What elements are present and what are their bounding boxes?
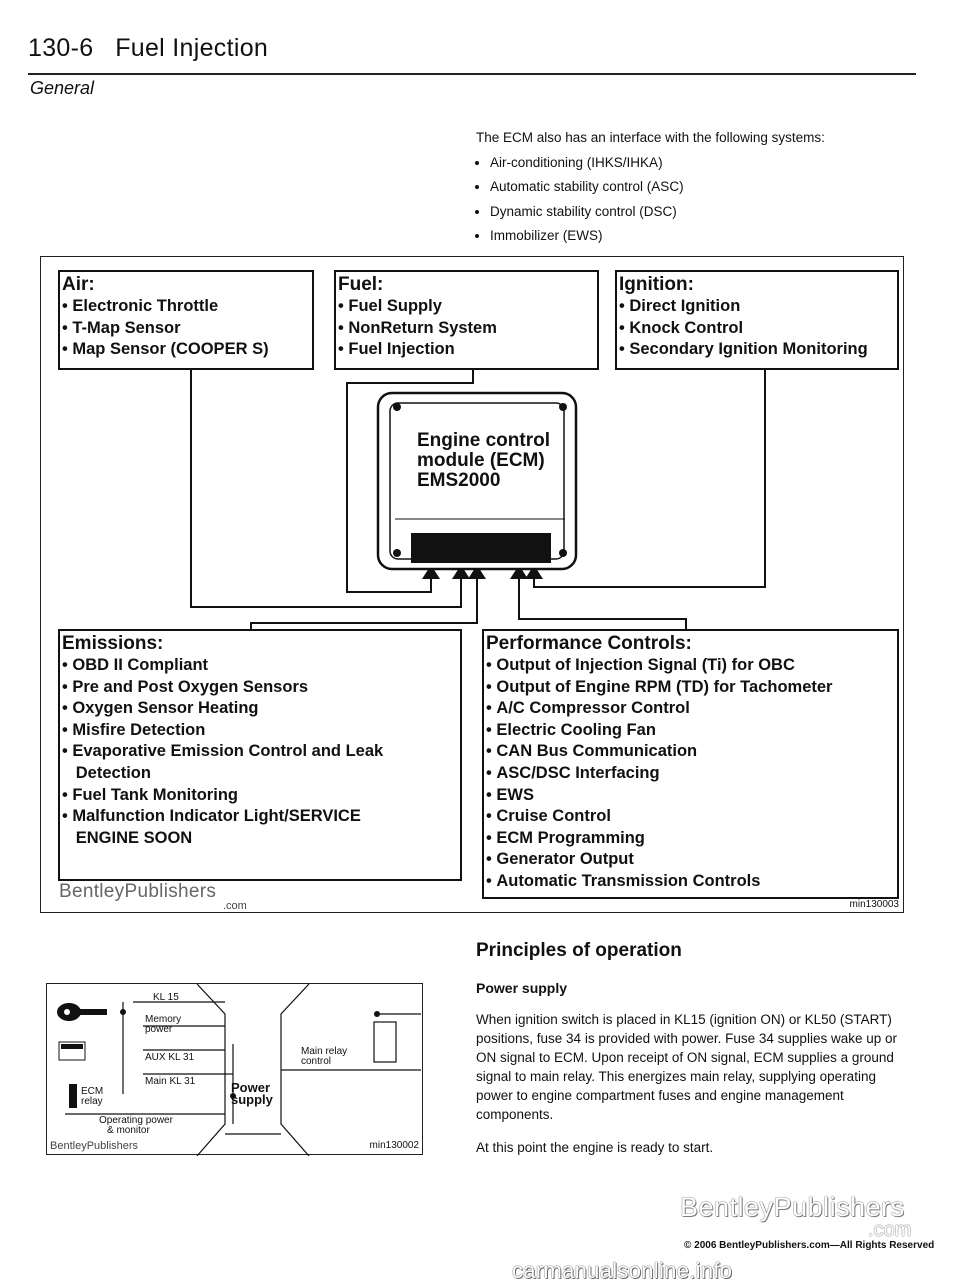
section-number: 130-6 <box>28 34 94 62</box>
emissions-item-continued: Detection <box>75 763 151 782</box>
emissions-item: • Malfunction Indicator Light/SERVICE <box>62 806 460 828</box>
ignition-key-icon <box>57 1003 107 1021</box>
performance-item: • Automatic Transmission Controls <box>486 871 897 893</box>
power-supply-paragraph: When ignition switch is placed in KL15 (ignition ON) or KL50 (START) positions, fuse 34 is provided with power. Fuse 34 supplies wake up or ON signal to ECM. Upon receipt of ON signal, ECM supplies a ground signal to main relay. This energizes main relay, supplying operating power to engine compartment fuses and engine management components. <box>476 1012 897 1122</box>
power-supply-lines <box>47 984 424 1156</box>
battery-icon <box>59 1042 85 1060</box>
ecm-relay-label: ECM <box>81 1086 104 1097</box>
performance-item: • EWS <box>486 785 897 807</box>
air-item: • Electronic Throttle <box>62 296 312 318</box>
footer-site-watermark: carmanualsonline.info <box>512 1258 733 1283</box>
performance-title: Performance Controls: <box>486 633 692 654</box>
diagram-watermark-com: .com <box>223 900 247 912</box>
fuel-box <box>334 270 599 370</box>
ignition-item: • Secondary Ignition Monitoring <box>619 339 897 361</box>
ecm-relay-label-2: relay <box>81 1096 103 1107</box>
emissions-item-continued: ENGINE SOON <box>75 828 193 847</box>
performance-item: • ASC/DSC Interfacing <box>486 763 897 785</box>
chapter-title: Fuel Injection <box>115 34 269 62</box>
interface-list <box>476 151 916 249</box>
page-title <box>28 34 268 63</box>
fuel-item: • Fuel Supply <box>338 296 597 318</box>
diagram-code: min130003 <box>849 899 899 910</box>
emissions-item: • Fuel Tank Monitoring <box>62 785 460 807</box>
emissions-item: • OBD II Compliant <box>62 655 460 677</box>
interface-item: • Dynamic stability control (DSC) <box>490 200 916 225</box>
footer-brand-logo: BentleyPublishers <box>680 1192 905 1222</box>
emissions-item: • Pre and Post Oxygen Sensors <box>62 677 460 699</box>
intro-lead: The ECM also has an interface with the following systems: <box>476 130 825 145</box>
performance-item: • ECM Programming <box>486 828 897 850</box>
ready-paragraph: At this point the engine is ready to start. <box>476 1140 714 1155</box>
section-subtitle: General <box>30 78 95 98</box>
interface-item: • Automatic stability control (ASC) <box>490 175 916 200</box>
performance-item: • Electric Cooling Fan <box>486 720 897 742</box>
fuel-title: Fuel: <box>338 274 384 295</box>
footer-brand-com: .com <box>868 1219 912 1241</box>
emissions-title: Emissions: <box>62 633 164 654</box>
emissions-item: • Evaporative Emission Control and Leak <box>62 741 460 763</box>
memory-label-2: power <box>145 1024 173 1035</box>
ignition-item: • Direct Ignition <box>619 296 897 318</box>
ignition-box <box>615 270 899 370</box>
ecm-overview-diagram <box>40 256 904 913</box>
air-item: • T-Map Sensor <box>62 318 312 340</box>
intro-block <box>476 126 916 249</box>
main-kl31-label: Main KL 31 <box>145 1076 196 1087</box>
performance-item: • Generator Output <box>486 849 897 871</box>
relay-icon <box>69 1084 77 1108</box>
performance-item: • A/C Compressor Control <box>486 698 897 720</box>
performance-item: • Output of Engine RPM (TD) for Tachometer <box>486 677 897 699</box>
main-relay-label: Main relay <box>301 1046 348 1057</box>
memory-label: Memory <box>145 1014 182 1025</box>
ecm-label <box>417 431 550 491</box>
performance-item: • Output of Injection Signal (Ti) for OBC <box>486 655 897 677</box>
performance-box <box>482 629 899 899</box>
kl15-label: KL 15 <box>153 992 179 1003</box>
small-diagram-code: min130002 <box>369 1140 419 1151</box>
performance-item: • CAN Bus Communication <box>486 741 897 763</box>
fuel-item: • Fuel Injection <box>338 339 597 361</box>
operating-power-label: Operating power <box>99 1115 173 1126</box>
ecm-label-line: EMS2000 <box>417 470 501 491</box>
fuel-item: • NonReturn System <box>338 318 597 340</box>
footer-copyright: © 2006 BentleyPublishers.com—All Rights Reserved <box>684 1240 935 1251</box>
air-item: • Map Sensor (COOPER S) <box>62 339 312 361</box>
small-diagram-watermark: BentleyPublishers <box>50 1140 139 1152</box>
power-supply-label: Power <box>231 1080 271 1095</box>
performance-item: • Cruise Control <box>486 806 897 828</box>
monitor-label: & monitor <box>107 1125 150 1136</box>
main-relay-label-2: control <box>301 1056 332 1067</box>
diagram-watermark: BentleyPublishers <box>59 881 217 902</box>
principles-section <box>476 940 916 1157</box>
power-supply-diagram <box>46 983 423 1155</box>
power-supply-heading: Power supply <box>476 980 568 996</box>
principles-heading: Principles of operation <box>476 940 682 961</box>
emissions-item: • Oxygen Sensor Heating <box>62 698 460 720</box>
ecm-label-line: Engine control <box>417 430 550 451</box>
aux-kl31-label: AUX KL 31 <box>145 1052 195 1063</box>
interface-item: • Immobilizer (EWS) <box>490 224 916 249</box>
ignition-item: • Knock Control <box>619 318 897 340</box>
air-box <box>58 270 314 370</box>
header-rule <box>28 73 916 75</box>
power-supply-label-2: supply <box>231 1092 273 1107</box>
air-title: Air: <box>62 274 95 295</box>
emissions-item: • Misfire Detection <box>62 720 460 742</box>
ignition-title: Ignition: <box>619 274 694 295</box>
interface-item: • Air-conditioning (IHKS/IHKA) <box>490 151 916 176</box>
emissions-box <box>58 629 462 881</box>
ecm-label-line: module (ECM) <box>417 450 545 471</box>
